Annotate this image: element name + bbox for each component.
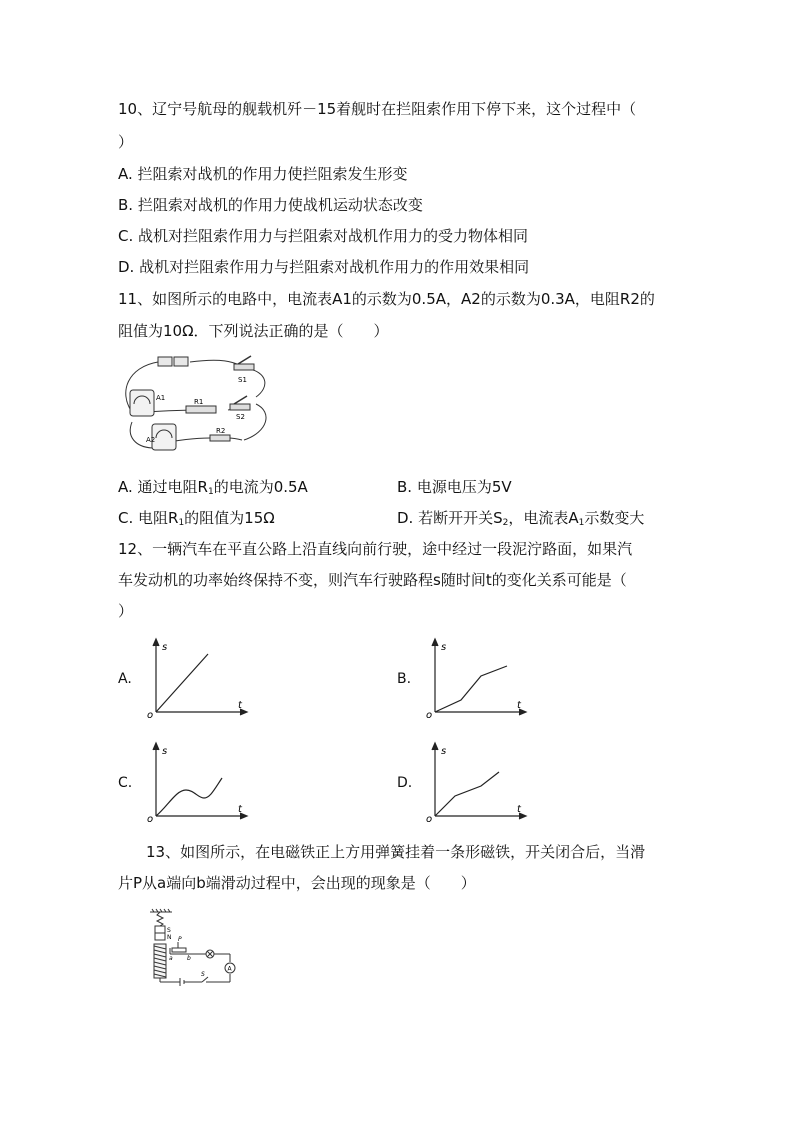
q12-graph-a-curve — [156, 654, 208, 712]
q10-option-b: B. 拦阻索对战机的作用力使战机运动状态改变 — [118, 196, 423, 214]
svg-text:b: b — [187, 955, 191, 962]
q11-circuit-figure — [118, 352, 278, 462]
resistor-r1-icon — [186, 406, 216, 413]
q12-graph-c-curve — [156, 778, 222, 816]
svg-text:o: o — [147, 710, 154, 720]
svg-text:o: o — [426, 814, 433, 824]
q12-stem-line2: 车发动机的功率始终保持不变，则汽车行驶路程s随时间t的变化关系可能是（ — [118, 571, 627, 589]
fig-label-a2: A2 — [146, 436, 156, 444]
q11-option-b: B. 电源电压为5V — [397, 478, 512, 496]
svg-text:N: N — [167, 934, 172, 941]
svg-text:t: t — [517, 700, 521, 711]
q13-stem-line2: 片P从a端向b端滑动过程中，会出现的现象是（ ） — [118, 874, 476, 892]
spring-icon — [157, 912, 163, 926]
battery-icon — [158, 357, 188, 366]
q11-stem-line1: 11、如图所示的电路中，电流表A1的示数为0.5A，A2的示数为0.3A，电阻R2的 — [118, 290, 655, 308]
q10-option-c: C. 战机对拦阻索作用力与拦阻索对战机作用力的受力物体相同 — [118, 227, 529, 245]
q11-option-a: A. 通过电阻$R_1$的电流为0.5A — [118, 478, 308, 497]
svg-text:S: S — [167, 927, 171, 934]
q12-graph-b-curve — [435, 666, 507, 712]
lamp-icon — [206, 950, 214, 958]
switch-s2-icon — [230, 396, 250, 410]
bar-magnet-icon — [155, 926, 165, 940]
q12-option-b-label: B. — [397, 671, 412, 687]
q12-graph-d-curve — [435, 772, 499, 816]
fig-label-r2: R2 — [216, 427, 226, 435]
q12-option-d-label: D. — [397, 775, 413, 791]
q12-graph-a — [146, 636, 250, 720]
q12-graph-d — [425, 740, 529, 824]
svg-text:t: t — [238, 700, 242, 711]
switch-s1-icon — [234, 356, 254, 370]
svg-text:s: s — [162, 642, 168, 653]
svg-text:a: a — [169, 955, 173, 962]
q10-stem-line1: 10、辽宁号航母的舰载机歼－15着舰时在拦阻索作用下停下来，这个过程中（ — [118, 100, 637, 118]
q10-stem-line2: ） — [118, 133, 134, 151]
q11-option-d: D. 若断开开关$S_2$，电流表$A_1$示数变大 — [397, 509, 645, 528]
q12-stem-line1: 12、一辆汽车在平直公路上沿直线向前行驶，途中经过一段泥泞路面，如果汽 — [118, 540, 633, 558]
svg-text:t: t — [517, 804, 521, 815]
fig-label-s2: S2 — [236, 413, 245, 421]
q13-electromagnet-figure — [140, 908, 240, 988]
ammeter-a1-icon — [130, 390, 154, 416]
svg-text:o: o — [426, 710, 433, 720]
electromagnet-coil-icon — [154, 944, 166, 978]
rheostat-icon — [172, 942, 186, 952]
q11-stem-line2: 阻值为10Ω．下列说法正确的是（ ） — [118, 322, 389, 340]
fig-label-a1: A1 — [156, 394, 166, 402]
q10-option-a: A. 拦阻索对战机的作用力使拦阻索发生形变 — [118, 165, 408, 183]
q12-stem-line3: ） — [118, 602, 134, 620]
resistor-r2-icon — [210, 435, 230, 441]
svg-text:S: S — [201, 971, 205, 978]
q12-option-a-label: A. — [118, 671, 132, 687]
q13-stem-line1: 13、如图所示，在电磁铁正上方用弹簧挂着一条形磁铁，开关闭合后，当滑 — [146, 843, 646, 861]
svg-text:t: t — [238, 804, 242, 815]
svg-text:A: A — [227, 965, 232, 973]
fig-label-r1: R1 — [194, 398, 204, 406]
q12-option-c-label: C. — [118, 775, 133, 791]
q10-option-d: D. 战机对拦阻索作用力与拦阻索对战机作用力的作用效果相同 — [118, 258, 530, 276]
svg-text:s: s — [441, 642, 447, 653]
svg-text:P: P — [178, 936, 182, 943]
ammeter-a2-icon — [152, 424, 176, 450]
fig-label-s1: S1 — [238, 376, 247, 384]
svg-text:s: s — [162, 746, 168, 757]
svg-text:s: s — [441, 746, 447, 757]
svg-text:o: o — [147, 814, 154, 824]
q11-option-c: C. 电阻$R_1$的阻值为15Ω — [118, 509, 275, 528]
q12-graph-c — [146, 740, 250, 824]
q12-graph-b — [425, 636, 529, 720]
ammeter-icon — [225, 963, 235, 973]
